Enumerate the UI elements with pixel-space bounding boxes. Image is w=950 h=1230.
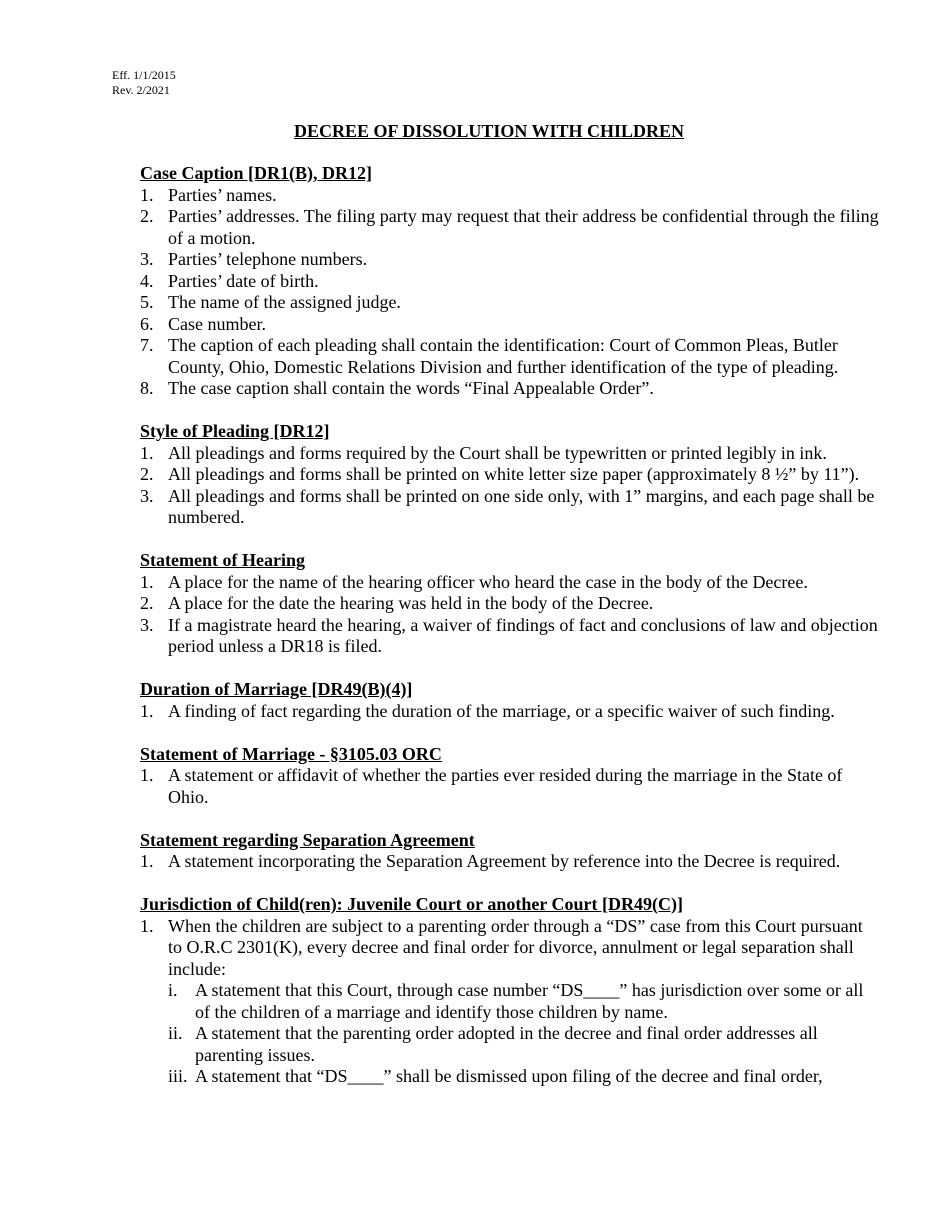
list-item bbox=[140, 314, 880, 336]
item-number: 1. bbox=[140, 915, 154, 936]
item-number: 2. bbox=[140, 206, 154, 226]
section-jurisdiction-of-children bbox=[140, 894, 880, 1088]
list-item bbox=[140, 701, 880, 723]
item-text: The name of the assigned judge. bbox=[168, 292, 401, 312]
item-text: Parties’ telephone numbers. bbox=[168, 249, 368, 269]
section-statement-of-marriage bbox=[140, 744, 880, 809]
sub-list-item bbox=[168, 980, 880, 1023]
list-item bbox=[140, 249, 880, 271]
list-item bbox=[140, 572, 880, 594]
list-item bbox=[140, 292, 880, 314]
item-number: 1. bbox=[140, 700, 154, 721]
item-text: A statement or affidavit of whether the parties ever resided during the marriage in the State of Ohio. bbox=[168, 765, 843, 807]
list-item bbox=[140, 443, 880, 465]
list-item bbox=[140, 271, 880, 293]
item-number: 3. bbox=[140, 485, 154, 506]
item-text: Parties’ date of birth. bbox=[168, 270, 319, 291]
item-text: All pleadings and forms shall be printed on one side only, with 1” margins, and each page shall be numbered. bbox=[168, 485, 875, 527]
item-text: The caption of each pleading shall contain the identification: Court of Common Pleas, Butler County, Ohio, Domestic Relations Division and further identification of the type of pleading. bbox=[168, 335, 839, 377]
sub-item-text: A statement that this Court, through case number “DS____” has jurisdiction over some or all of the children of a marriage and identify those children by name. bbox=[195, 980, 864, 1022]
item-number: 3. bbox=[140, 249, 154, 269]
item-number: 1. bbox=[140, 184, 154, 205]
section-heading: Style of Pleading [DR12] bbox=[140, 421, 330, 441]
section-statement-of-hearing bbox=[140, 550, 880, 658]
item-text: A place for the date the hearing was held in the body of the Decree. bbox=[168, 593, 654, 613]
item-number: 1. bbox=[140, 571, 154, 592]
item-text: All pleadings and forms shall be printed on white letter size paper (approximately 8 ½” by 11”). bbox=[168, 464, 860, 484]
list-item bbox=[140, 335, 880, 378]
item-text: When the children are subject to a parenting order through a “DS” case from this Court pursuant to O.R.C 2301(K), every decree and final order for divorce, annulment or legal separation shall include: bbox=[168, 915, 863, 979]
item-text: A place for the name of the hearing officer who heard the case in the body of the Decree. bbox=[168, 571, 808, 592]
sub-item-number: i. bbox=[168, 980, 178, 1000]
sub-item-number: iii. bbox=[168, 1066, 188, 1086]
sub-item-text: A statement that “DS____” shall be dismissed upon filing of the decree and final order, bbox=[195, 1066, 823, 1086]
section-heading: Jurisdiction of Child(ren): Juvenile Court or another Court [DR49(C)] bbox=[140, 894, 683, 914]
item-number: 2. bbox=[140, 593, 154, 613]
item-number: 2. bbox=[140, 464, 154, 484]
list-item bbox=[140, 615, 880, 658]
item-number: 4. bbox=[140, 270, 154, 291]
section-heading: Statement of Marriage - §3105.03 ORC bbox=[140, 743, 442, 764]
document-revision-info bbox=[112, 68, 176, 98]
list-item bbox=[140, 486, 880, 529]
item-text: The case caption shall contain the words “Final Appealable Order”. bbox=[168, 378, 654, 398]
list-item bbox=[140, 464, 880, 486]
sub-list-item bbox=[168, 1023, 880, 1066]
section-heading: Statement of Hearing bbox=[140, 550, 305, 570]
document-body bbox=[140, 163, 880, 1109]
item-number: 1. bbox=[140, 765, 154, 785]
list-item bbox=[140, 593, 880, 615]
section-style-of-pleading bbox=[140, 421, 880, 529]
section-heading: Statement regarding Separation Agreement bbox=[140, 829, 475, 850]
revision-date: Rev. 2/2021 bbox=[112, 83, 170, 97]
document-title: DECREE OF DISSOLUTION WITH CHILDREN bbox=[293, 121, 685, 141]
item-number: 6. bbox=[140, 313, 154, 334]
effective-date: Eff. 1/1/2015 bbox=[112, 68, 176, 82]
item-text: A finding of fact regarding the duration of the marriage, or a specific waiver of such finding. bbox=[168, 700, 835, 721]
item-number: 7. bbox=[140, 335, 154, 355]
section-heading: Duration of Marriage [DR49(B)(4)] bbox=[140, 679, 413, 699]
section-duration-of-marriage bbox=[140, 679, 880, 722]
item-text: If a magistrate heard the hearing, a waiver of findings of fact and conclusions of law and objection period unless a DR18 is filed. bbox=[168, 614, 878, 656]
list-item bbox=[140, 765, 880, 808]
sub-list-item bbox=[168, 1066, 880, 1088]
section-separation-agreement bbox=[140, 830, 880, 873]
item-text: All pleadings and forms required by the Court shall be typewritten or printed legibly in ink. bbox=[168, 442, 827, 463]
list-item bbox=[140, 378, 880, 400]
item-text: A statement incorporating the Separation Agreement by reference into the Decree is required. bbox=[168, 851, 841, 871]
list-item bbox=[140, 851, 880, 873]
sub-item-number: ii. bbox=[168, 1023, 183, 1043]
item-text: Parties’ addresses. The filing party may request that their address be confidential through the filing of a motion. bbox=[168, 206, 879, 248]
list-item bbox=[140, 185, 880, 207]
item-text: Parties’ names. bbox=[168, 184, 277, 205]
section-case-caption bbox=[140, 163, 880, 400]
item-number: 1. bbox=[140, 851, 154, 871]
section-heading: Case Caption [DR1(B), DR12] bbox=[140, 163, 372, 183]
item-number: 1. bbox=[140, 442, 154, 463]
item-number: 8. bbox=[140, 378, 154, 398]
item-text: Case number. bbox=[168, 313, 266, 334]
item-number: 5. bbox=[140, 292, 154, 312]
sub-item-text: A statement that the parenting order adopted in the decree and final order addresses all parenting issues. bbox=[195, 1023, 818, 1065]
item-number: 3. bbox=[140, 614, 154, 635]
list-item bbox=[140, 206, 880, 249]
list-item bbox=[140, 916, 880, 981]
